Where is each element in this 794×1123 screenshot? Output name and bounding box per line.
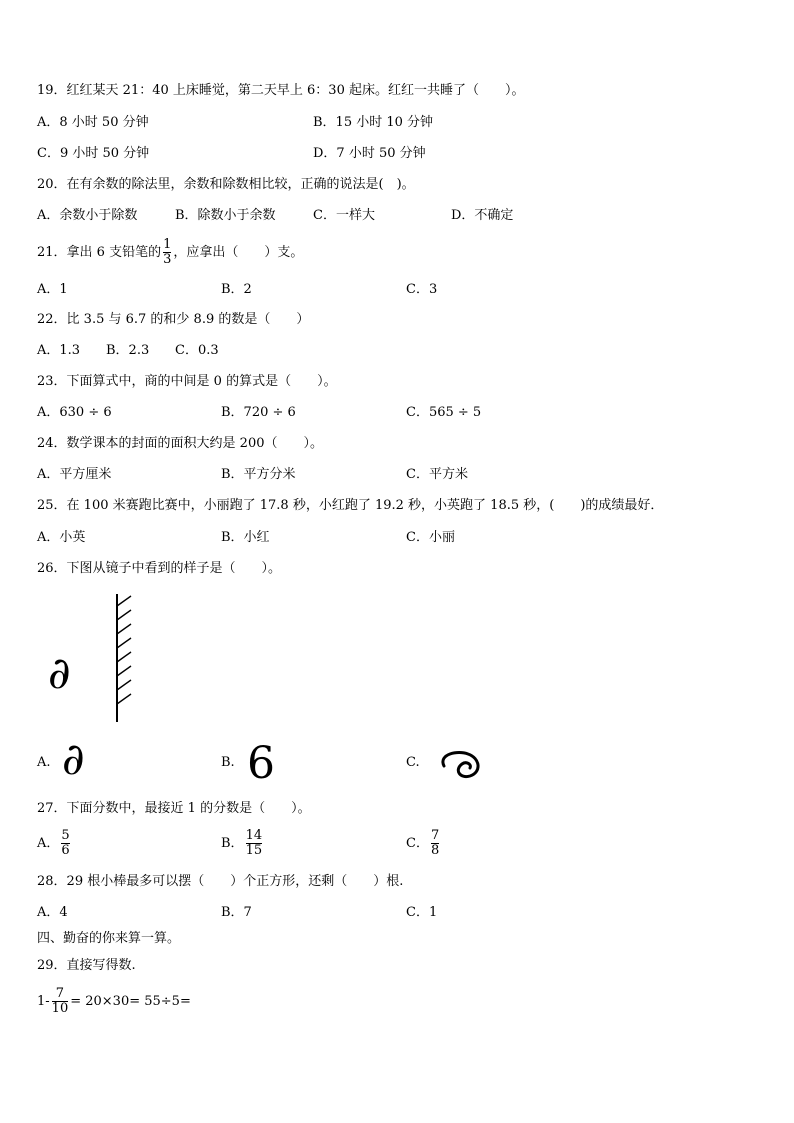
- q23-stem: 23．下面算式中，商的中间是 0 的算式是（ ）。: [37, 374, 337, 389]
- q21-stem: [37, 235, 303, 271]
- q21-stem-post: ，应拿出（ ）支。: [173, 245, 304, 260]
- q27-option-b-fraction: [246, 829, 263, 858]
- q22-option-c: C．0.3: [175, 343, 219, 358]
- q23-option-b: B．720 ÷ 6: [221, 405, 296, 420]
- q20-stem: 20．在有余数的除法里，余数和除数相比较，正确的说法是( )。: [37, 177, 415, 192]
- q21-option-c: C．3: [406, 282, 438, 297]
- q27-option-a-label: A．: [37, 836, 60, 851]
- q19-stem: 19．红红某天 21：40 上床睡觉，第二天早上 6：30 起床。红红一共睡了（ ）。: [37, 83, 525, 98]
- q26-figure-symbol: ∂: [48, 648, 71, 699]
- q26-option-b-label: B.: [221, 755, 235, 770]
- q19-option-b: B．15 小时 10 分钟: [313, 115, 434, 130]
- q29-expr-pre: 1-: [37, 994, 50, 1009]
- frac-den: 15: [245, 843, 263, 858]
- q28-option-a: A．4: [37, 905, 68, 920]
- q27-option-c-fraction: [431, 829, 439, 858]
- frac-num: 7: [430, 828, 440, 843]
- q27-option-a-fraction: [61, 829, 69, 858]
- q29-expression: [37, 984, 191, 1020]
- q21-option-a: A．1: [37, 282, 68, 297]
- q21-frac-num: 1: [163, 237, 172, 252]
- q21-option-b: B．2: [221, 282, 252, 297]
- q24-option-a: A．平方厘米: [37, 467, 112, 482]
- q28-stem: 28．29 根小棒最多可以摆（ ）个正方形，还剩（ ）根.: [37, 874, 404, 889]
- q28-option-b: B．7: [221, 905, 252, 920]
- q26-option-c-glyph: [436, 746, 486, 780]
- q22-option-b: B．2.3: [106, 343, 150, 358]
- q19-option-c: C．9 小时 50 分钟: [37, 146, 150, 161]
- q21-frac-den: 3: [163, 252, 172, 267]
- q19-option-d: D．7 小时 50 分钟: [313, 146, 426, 161]
- mirror-icon: [112, 592, 138, 724]
- q26-option-c-label: C.: [406, 755, 420, 770]
- q27-option-c: [406, 826, 441, 862]
- q27-option-c-label: C．: [406, 836, 429, 851]
- section-heading: 四、勤奋的你来算一算。: [37, 931, 181, 946]
- frac-num: 5: [61, 828, 70, 843]
- q23-option-a: A．630 ÷ 6: [37, 405, 112, 420]
- q20-option-d: D．不确定: [451, 208, 514, 223]
- q21-stem-pre: 21．拿出 6 支铅笔的: [37, 245, 162, 260]
- frac-num: 14: [245, 828, 263, 843]
- frac-den: 10: [51, 1001, 69, 1016]
- q27-option-b-label: B．: [221, 836, 244, 851]
- q26-option-a-label: A.: [37, 755, 51, 770]
- q24-stem: 24．数学课本的封面的面积大约是 200（ ）。: [37, 436, 323, 451]
- frac-num: 7: [55, 986, 65, 1001]
- q22-stem: 22．比 3.5 与 6.7 的和少 8.9 的数是（ ）: [37, 312, 310, 327]
- q25-option-a: A．小英: [37, 530, 86, 545]
- q19-option-a: A．8 小时 50 分钟: [37, 115, 149, 130]
- q26-option-a-glyph: ∂: [62, 734, 85, 785]
- q27-option-b: [221, 826, 264, 862]
- q20-option-b: B．除数小于余数: [175, 208, 276, 223]
- q24-option-c: C．平方米: [406, 467, 468, 482]
- q21-fraction: [163, 238, 171, 267]
- frac-den: 6: [61, 843, 70, 858]
- q26-stem: 26．下图从镜子中看到的样子是（ ）。: [37, 561, 282, 576]
- q25-option-c: C．小丽: [406, 530, 455, 545]
- q27-option-a: [37, 826, 72, 862]
- q25-stem: 25．在 100 米赛跑比赛中，小丽跑了 17.8 秒，小红跑了 19.2 秒，小英跑了 18.5 秒，( )的成绩最好．: [37, 498, 664, 513]
- q28-option-c: C．1: [406, 905, 438, 920]
- q26-option-b-glyph: 6: [247, 738, 275, 789]
- q29-stem: 29．直接写得数.: [37, 958, 136, 973]
- q22-option-a: A．1.3: [37, 343, 81, 358]
- q29-fraction: [52, 987, 69, 1016]
- q23-option-c: C．565 ÷ 5: [406, 405, 482, 420]
- frac-den: 8: [430, 843, 440, 858]
- q29-expr-post: = 20×30= 55÷5=: [70, 994, 191, 1009]
- q25-option-b: B．小红: [221, 530, 270, 545]
- q20-option-c: C．一样大: [313, 208, 375, 223]
- q20-option-a: A．余数小于除数: [37, 208, 138, 223]
- q24-option-b: B．平方分米: [221, 467, 296, 482]
- q27-stem: 27．下面分数中，最接近 1 的分数是（ ）。: [37, 801, 311, 816]
